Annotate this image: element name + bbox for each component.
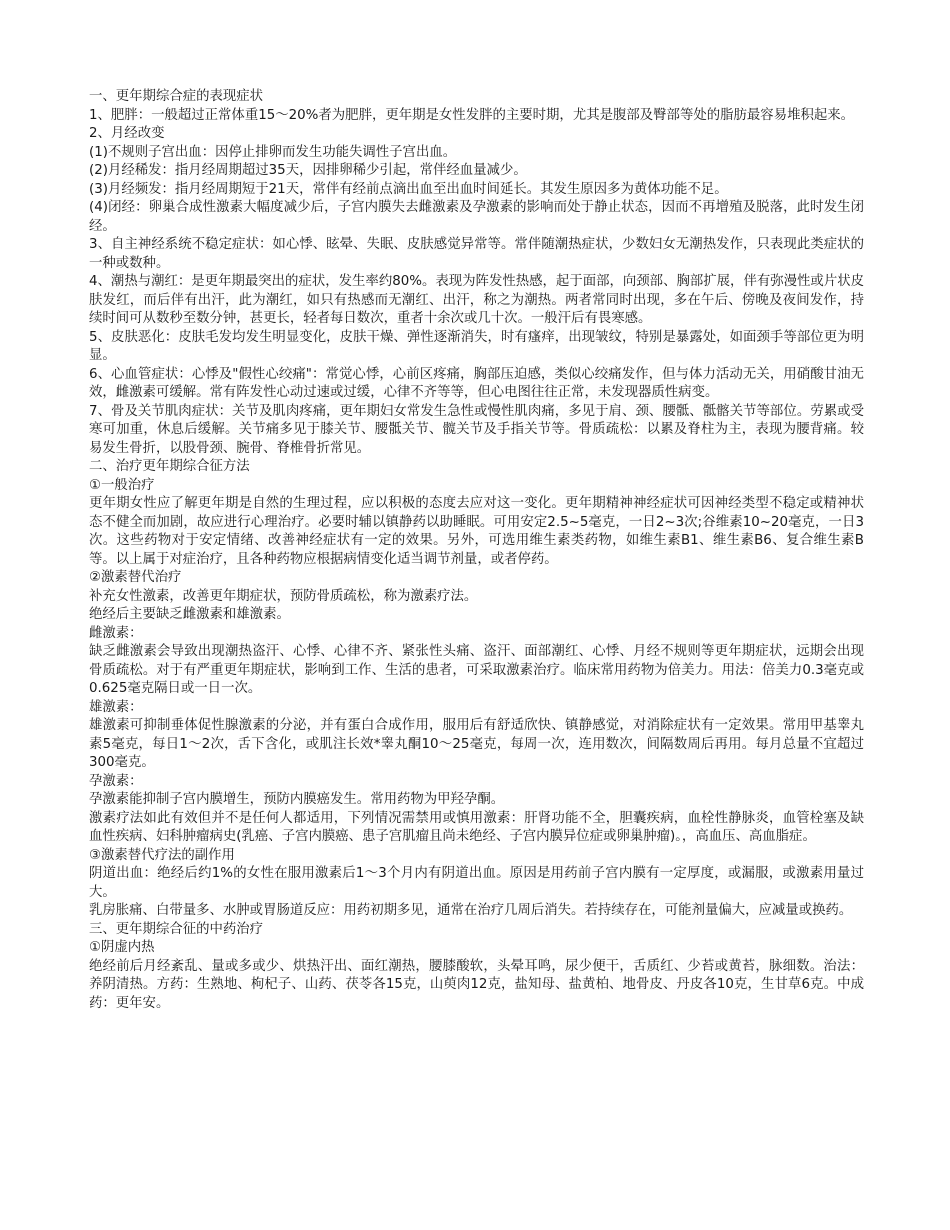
subheading: ③激素替代疗法的副作用: [89, 847, 235, 863]
paragraph: 缺乏雌激素会导致出现潮热盗汗、心悸、心律不齐、紧张性头痛、盗汗、面部潮红、心悸、月经不规则等更年期症状，远期会出现骨质疏松。对于有严重更年期症状，影响到工作、生活的患者，可采取激素治疗。临床常用药物为倍美力。用法：倍美力0.3毫克或0.625毫克隔日或一日一次。: [89, 644, 864, 696]
section-heading: 二、治疗更年期综合征方法: [89, 459, 250, 474]
paragraph: 激素疗法如此有效但并不是任何人都适用，下列情况需禁用或慎用激素：肝肾功能不全，胆囊疾病，血栓性静脉炎，血管栓塞及缺血性疾病、妇科肿瘤病史(乳癌、子宫内膜癌、患子宫肌瘤且尚未绝经、子宫内膜异位症或卵巢肿瘤)。，高血压、高血脂症。: [89, 810, 864, 844]
subheading: 2、月经改变: [89, 126, 165, 141]
paragraph: 更年期女性应了解更年期是自然的生理过程，应以积极的态度去应对这一变化。更年期精神神经症状可因神经类型不稳定或精神状态不健全而加剧，故应进行心理治疗。必要时辅以镇静药以助睡眠。可用安定2.5~5毫克，一日2~3次;谷维素10~20毫克，一日3次。这些药物对于安定情绪、改善神经症状有一定的效果。另外，可选用维生素类药物，如维生素B1、维生素B6、复合维生素B等。以上属于对症治疗，且各种药物应根据病情变化适当调节剂量，或者停药。: [89, 496, 864, 567]
section-heading: 一、更年期综合症的表现症状: [89, 89, 264, 104]
paragraph: 6、心血管症状：心悸及"假性心绞痛"：常觉心悸，心前区疼痛，胸部压迫感，类似心绞痛发作，但与体力活动无关，用硝酸甘油无效，雌激素可缓解。常有阵发性心动过速或过缓，心律不齐等等，但心电图往往正常，未发现器质性病变。: [89, 366, 864, 400]
paragraph: 3、自主神经系统不稳定症状：如心悸、眩晕、失眠、皮肤感觉异常等。常伴随潮热症状，少数妇女无潮热发作，只表现此类症状的一种或数种。: [89, 237, 864, 271]
subheading: 雄激素：: [89, 699, 143, 715]
paragraph: 乳房胀痛、白带量多、水肿或胃肠道反应：用药初期多见，通常在治疗几周后消失。若持续存在，可能剂量偏大，应减量或换药。: [89, 903, 853, 918]
paragraph: 4、潮热与潮红：是更年期最突出的症状，发生率约80%。表现为阵发性热感，起于面部，向颈部、胸部扩展，伴有弥漫性或片状皮肤发红，而后伴有出汗，此为潮红，如只有热感而无潮红、出汗，称之为潮热。两者常同时出现，多在午后、傍晚及夜间发作，持续时间可从数秒至数分钟，甚更长，轻者每日数次，重者十余次或几十次。一般汗后有畏寒感。: [89, 274, 864, 326]
paragraph: 绝经前后月经紊乱、量或多或少、烘热汗出、面红潮热，腰膝酸软，头晕耳鸣，尿少便干，舌质红、少苔或黄苔，脉细数。治法：养阴清热。方药：生熟地、枸杞子、山药、茯苓各15克，山萸肉12克，盐知母、盐黄柏、地骨皮、丹皮各10克，生甘草6克。中成药：更年安。: [89, 958, 864, 1011]
subheading: ①一般治疗: [89, 477, 155, 493]
paragraph: 孕激素能抑制子宫内膜增生，预防内膜癌发生。常用药物为甲羟孕酮。: [89, 792, 505, 807]
paragraph: (4)闭经：卵巢合成性激素大幅度减少后，子宫内膜失去雌激素及孕激素的影响而处于静止状态，因而不再增殖及脱落，此时发生闭经。: [89, 200, 864, 234]
section-heading: 三、更年期综合征的中药治疗: [89, 921, 264, 937]
paragraph: 5、皮肤恶化：皮肤毛发均发生明显变化，皮肤干燥、弹性逐渐消失，时有瘙痒，出现皱纹，特别是暴露处，如面颈手等部位更为明显。: [89, 329, 864, 363]
subheading: ①阴虚内热: [89, 940, 155, 955]
paragraph: (2)月经稀发：指月经周期超过35天，因排卵稀少引起，常伴经血量减少。: [89, 163, 527, 178]
paragraph: 7、骨及关节肌肉症状：关节及肌肉疼痛，更年期妇女常发生急性或慢性肌肉痛，多见于肩、颈、腰骶、骶髂关节等部位。劳累或受寒可加重，休息后缓解。关节痛多见于膝关节、腰骶关节、髋关节及手指关节等。骨质疏松：以累及脊柱为主，表现为腰背痛。较易发生骨折，以股骨颈、腕骨、脊椎骨折常见。: [89, 403, 864, 456]
paragraph: (1)不规则子宫出血：因停止排卵而发生功能失调性子宫出血。: [89, 144, 457, 160]
subheading: ②激素替代治疗: [89, 570, 182, 585]
paragraph: (3)月经频发：指月经周期短于21天，常伴有经前点滴出血至出血时间延长。其发生原因多为黄体功能不足。: [89, 181, 728, 197]
paragraph: 1、肥胖：一般超过正常体重15～20%者为肥胖，更年期是女性发胖的主要时期，尤其是腹部及臀部等处的脂肪最容易堆积起来。: [89, 107, 855, 123]
paragraph: 阴道出血：绝经后约1%的女性在服用激素后1～3个月内有阴道出血。原因是用药前子宫内膜有一定厚度，或漏服，或激素用量过大。: [89, 866, 864, 900]
paragraph: 雄激素可抑制垂体促性腺激素的分泌，并有蛋白合成作用，服用后有舒适欣快、镇静感觉，对消除症状有一定效果。常用甲基睾丸素5毫克，每日1～2次，舌下含化，或肌注长效*睾丸酮10～25毫克，每周一次，连用数次，间隔数周后再用。每月总量不宜超过300毫克。: [89, 718, 864, 770]
document-body: [89, 88, 864, 1013]
paragraph: 绝经后主要缺乏雌激素和雄激素。: [89, 607, 290, 622]
subheading: 雌激素：: [89, 625, 143, 641]
paragraph: 补充女性激素，改善更年期症状，预防骨质疏松，称为激素疗法。: [89, 588, 478, 604]
subheading: 孕激素：: [89, 773, 143, 789]
